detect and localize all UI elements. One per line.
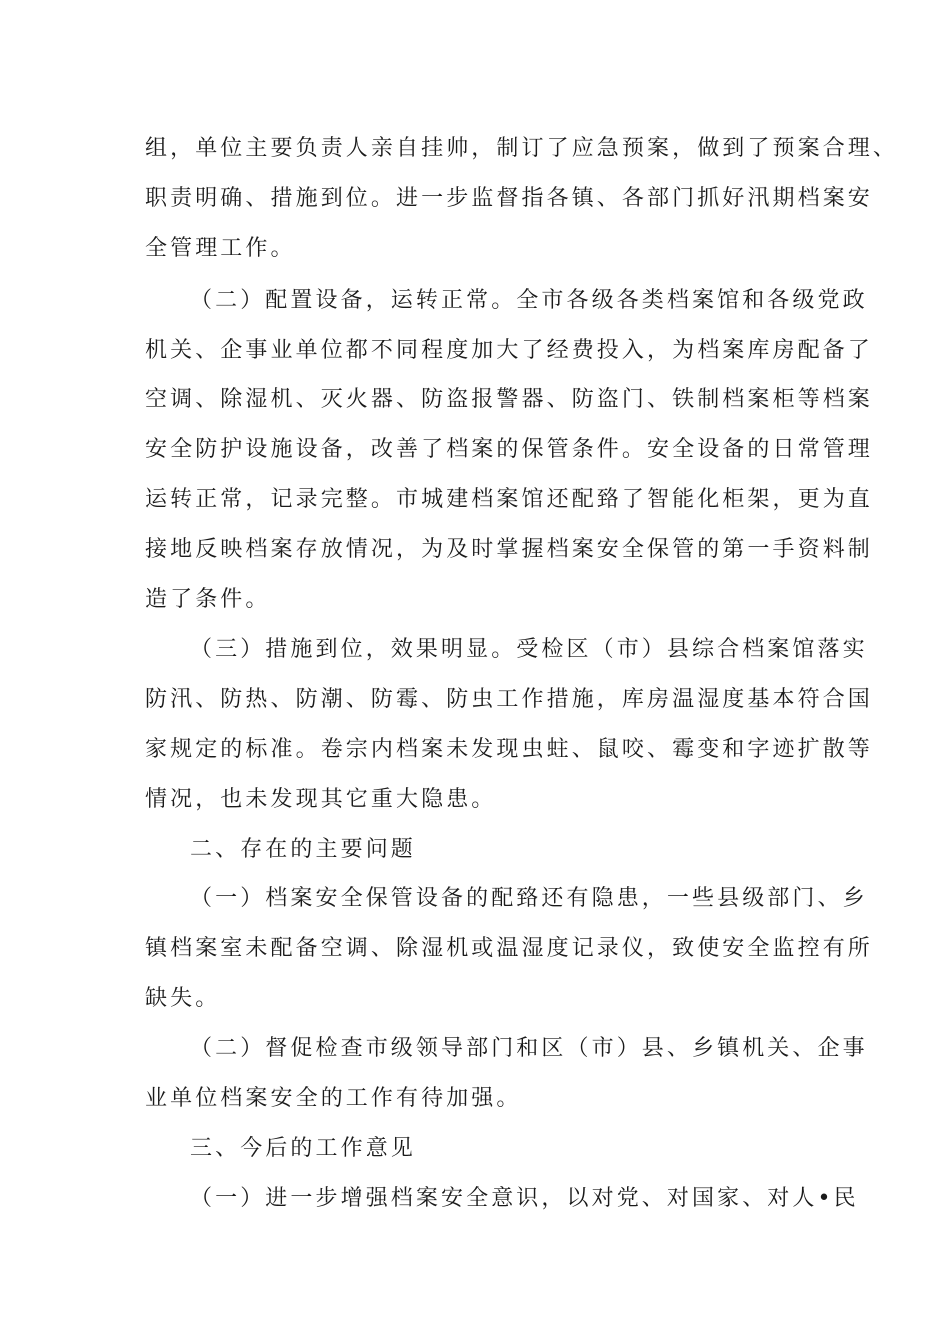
text-line: 运转正常，记录完整。市城建档案馆还配臵了智能化柜架，更为直 [145,487,873,512]
paragraph-heading-2: （二）配置设备，运转正常。全市各级各类档案馆和各级党政 [190,288,868,313]
text-line: 接地反映档案存放情况，为及时掌握档案安全保管的第一手资料制 [145,537,873,562]
paragraph-heading-2: （二）督促检查市级领导部门和区（市）县、乡镇机关、企事 [190,1036,868,1061]
text-line: 业单位档案安全的工作有待加强。 [145,1086,522,1111]
text-line: 情况，也未发现其它重大隐患。 [145,787,497,812]
section-heading: 二、存在的主要问题 [190,837,416,862]
paragraph-heading-3: （三）措施到位，效果明显。受检区（市）县综合档案馆落实 [190,637,868,662]
paragraph-heading-1: （一）档案安全保管设备的配臵还有隐患，一些县级部门、乡 [190,886,868,911]
paragraph-heading-1: （一）进一步增强档案安全意识，以对党、对国家、对人•民 [190,1186,859,1211]
text-line: 组，单位主要负责人亲自挂帅，制订了应急预案，做到了预案合理、 [145,136,899,161]
text-line: 职责明确、措施到位。进一步监督指各镇、各部门抓好汛期档案安 [145,186,873,211]
text-line: 防汛、防热、防潮、防霉、防虫工作措施，库房温湿度基本符合国 [145,687,873,712]
text-line: 镇档案室未配备空调、除湿机或温湿度记录仪，致使安全监控有所 [145,936,873,961]
text-line: 造了条件。 [145,587,271,612]
text-line: 全管理工作。 [145,236,296,261]
section-heading: 三、今后的工作意见 [190,1136,416,1161]
text-line: 机关、企事业单位都不同程度加大了经费投入，为档案库房配备了 [145,338,873,363]
text-line: 缺失。 [145,986,221,1011]
text-line: 空调、除湿机、灭火器、防盗报警器、防盗门、铁制档案柜等档案 [145,387,873,412]
text-line: 家规定的标准。卷宗内档案未发现虫蛀、鼠咬、霉变和字迹扩散等 [145,737,873,762]
text-line: 安全防护设施设备，改善了档案的保管条件。安全设备的日常管理 [145,437,873,462]
